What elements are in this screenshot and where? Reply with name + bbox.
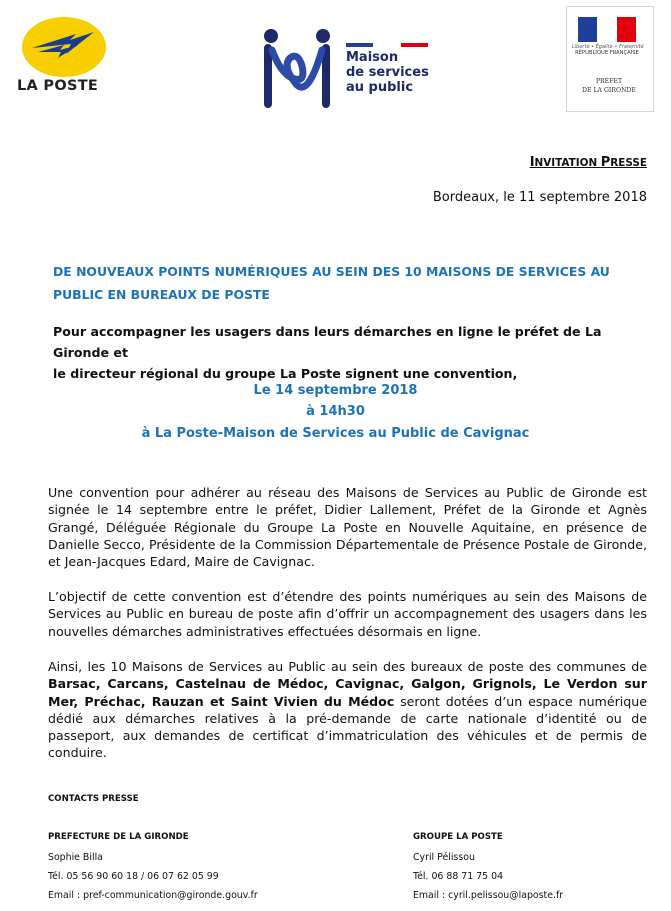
msap-line-3: au public [346,80,414,95]
invitation-initial-i: I [529,155,535,170]
event-date: Le 14 septembre 2018 [253,383,418,398]
paragraph-convention: Une convention pour adhérer au réseau des Maisons de Services au Public de Gironde est signée le 14 septembre entre le préfet, Didier Lallement, Préfet de la Gironde et Agnès Grangé, Déléguée Régionale du Groupe La Poste en Nouvelle Aquitaine, en présence de Danielle Secco, Présidente de la Commission Départementale de Présence Postale de Gironde, et Jean-Jacques Edard, Maire de Cavignac. [48,485,647,570]
contact-phone: Tél. 06 88 71 75 04 [413,871,504,882]
contact-name: Cyril Pélissou [413,852,475,863]
republic-motto: Liberté • Égalité • Fraternité [572,44,644,50]
contact-phone: Tél. 05 56 90 60 18 / 06 07 62 05 99 [48,871,219,882]
contact-name: Sophie Billa [48,852,103,863]
contact-org: PREFECTURE DE LA GIRONDE [48,832,189,842]
contact-email: Email : cyril.pelissou@laposte.fr [413,890,564,901]
communes-outro: seront dotées d’un espace numérique dédié aux démarches relatives à la pré-demande de carte nationale d’identité ou de passeport, aux demandes de certificat d’immatriculation des véhicules et de permis de conduire. [48,693,647,761]
msap-line-1: Maison [346,50,399,65]
prefet-region: DE LA GIRONDE [582,87,636,94]
msap-tricolor-bar [346,43,428,47]
dateline: Bordeaux, le 11 septembre 2018 [432,190,647,205]
prefet-title: PRÉFET [595,78,623,85]
presse-rest: RESSE [610,157,647,169]
paragraph-objective: L’objectif de cette convention est d’étendre des points numériques au sein des Maisons de Services au Public en bureau de poste afin d’offrir un accompagnement des usagers dans les nouvelles démarches administratives effectuées désormais en ligne. [48,589,647,639]
msap-wordmark [346,50,429,95]
republic-name: RÉPUBLIQUE FRANÇAISE [575,50,639,56]
laposte-wordmark: LA POSTE [17,78,99,94]
contact-email: Email : pref-communication@gironde.gouv.fr [48,890,258,901]
event-time: à 14h30 [306,404,365,419]
contact-org: GROUPE LA POSTE [413,832,503,842]
subhead-line-1: Pour accompagner les usagers dans leurs démarches en ligne le préfet de La Gironde et [53,324,602,360]
msap-line-2: de services [346,65,429,80]
press-headline [53,260,643,306]
presse-initial-p: P [600,155,611,170]
msap-logo-icon [262,26,332,110]
invitation-presse-label [530,155,647,170]
headline-line-2: PUBLIC EN BUREAUX DE POSTE [53,287,270,302]
subhead-line-2: le directeur régional du groupe La Poste signent une convention, [53,366,518,381]
event-place: à La Poste-Maison de Services au Public de Cavignac [141,426,530,441]
communes-list: Barsac, Carcans, Castelnau de Médoc, Cavignac, Galgon, Grignols, Le Verdon sur Mer, Préchac, Rauzan et Saint Vivien du Médoc [48,676,647,709]
communes-intro: Ainsi, les 10 Maisons de Services au Public au sein des bureaux de poste des communes de [48,659,647,674]
press-subheading [53,321,653,384]
invitation-rest: NVITATION [534,157,601,169]
headline-line-1: DE NOUVEAUX POINTS NUMÉRIQUES AU SEIN DES 10 MAISONS DE SERVICES AU [53,264,610,279]
french-flag-icon [578,17,636,42]
contacts-title: CONTACTS PRESSE [48,794,139,804]
paragraph-communes [48,658,647,762]
